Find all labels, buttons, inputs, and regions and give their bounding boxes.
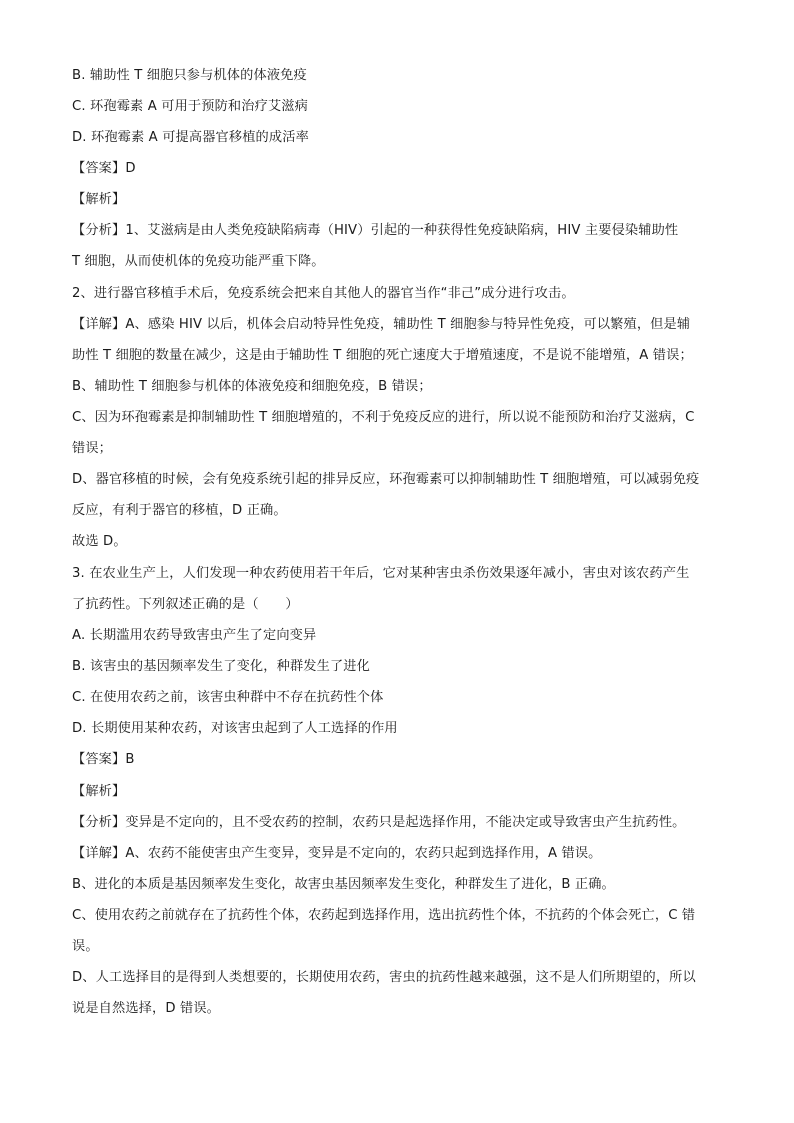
detail-text-line: B、进化的本质是基因频率发生变化，故害虫基因频率发生变化，种群发生了进化，B 正确。: [72, 877, 615, 892]
option-b-line: B. 辅助性 T 细胞只参与机体的体液免疫: [72, 68, 307, 83]
detail-text-line: 助性 T 细胞的数量在减少，这是由于辅助性 T 细胞的死亡速度大于增殖速度，不是说不能增殖，A 错误；: [72, 348, 693, 363]
detail-text-line: D、器官移植的时候，会有免疫系统引起的排异反应，环孢霉素可以抑制辅助性 T 细胞增殖，可以减弱免疫: [72, 472, 700, 487]
answer-line: 【答案】B: [72, 752, 135, 767]
analysis-text-line: 【分析】1、艾滋病是由人类免疫缺陷病毒（HIV）引起的一种获得性免疫缺陷病，HIV 主要侵染辅助性: [72, 223, 679, 238]
analysis-heading: 【解析】: [72, 784, 126, 799]
detail-text-line: 说是自然选择，D 错误。: [72, 1001, 221, 1016]
answer-line: 【答案】D: [72, 161, 136, 176]
detail-text-line: C、使用农药之前就存在了抗药性个体，农药起到选择作用，选出抗药性个体，不抗药的个体会死亡，C 错: [72, 908, 696, 923]
conclusion-line: 故选 D。: [72, 534, 127, 549]
option-c-line: C. 在使用农药之前，该害虫种群中不存在抗药性个体: [72, 690, 384, 705]
option-d-line: D. 环孢霉素 A 可提高器官移植的成活率: [72, 130, 309, 145]
analysis-text-line: 【分析】变异是不定向的，且不受农药的控制，农药只是起选择作用，不能决定或导致害虫产生抗药性。: [72, 815, 686, 830]
detail-text-line: B、辅助性 T 细胞参与机体的体液免疫和细胞免疫，B 错误；: [72, 379, 432, 394]
analysis-heading: 【解析】: [72, 192, 126, 207]
option-b-line: B. 该害虫的基因频率发生了变化，种群发生了进化: [72, 659, 370, 674]
detail-text-line: 误。: [72, 939, 99, 954]
detail-text-line: 【详解】A、农药不能使害虫产生变异，变异是不定向的，农药只起到选择作用，A 错误。: [72, 846, 602, 861]
detail-text-line: C、因为环孢霉素是抑制辅助性 T 细胞增殖的，不利于免疫反应的进行，所以说不能预防和治疗艾滋病，C: [72, 410, 695, 425]
detail-text-line: 【详解】A、感染 HIV 以后，机体会启动特异性免疫，辅助性 T 细胞参与特异性免疫，可以繁殖，但是辅: [72, 317, 691, 332]
option-c-line: C. 环孢霉素 A 可用于预防和治疗艾滋病: [72, 99, 308, 114]
detail-text-line: 错误；: [72, 441, 113, 456]
detail-text-line: D、人工选择目的是得到人类想要的，长期使用农药，害虫的抗药性越来越强，这不是人们所期望的，所以: [72, 970, 696, 985]
option-a-line: A. 长期滥用农药导致害虫产生了定向变异: [72, 628, 317, 643]
question-stem-line: 3. 在农业生产上，人们发现一种农药使用若干年后，它对某种害虫杀伤效果逐年减小，害虫对该农药产生: [72, 566, 690, 581]
option-d-line: D. 长期使用某种农药，对该害虫起到了人工选择的作用: [72, 721, 398, 736]
analysis-text-line: 2、进行器官移植手术后，免疫系统会把来自其他人的器官当作“非己”成分进行攻击。: [72, 286, 575, 301]
analysis-text-line: T 细胞，从而使机体的免疫功能严重下降。: [72, 254, 325, 269]
question-stem-line: 了抗药性。下列叙述正确的是（ ）: [72, 597, 299, 612]
detail-text-line: 反应，有利于器官的移植，D 正确。: [72, 503, 287, 518]
